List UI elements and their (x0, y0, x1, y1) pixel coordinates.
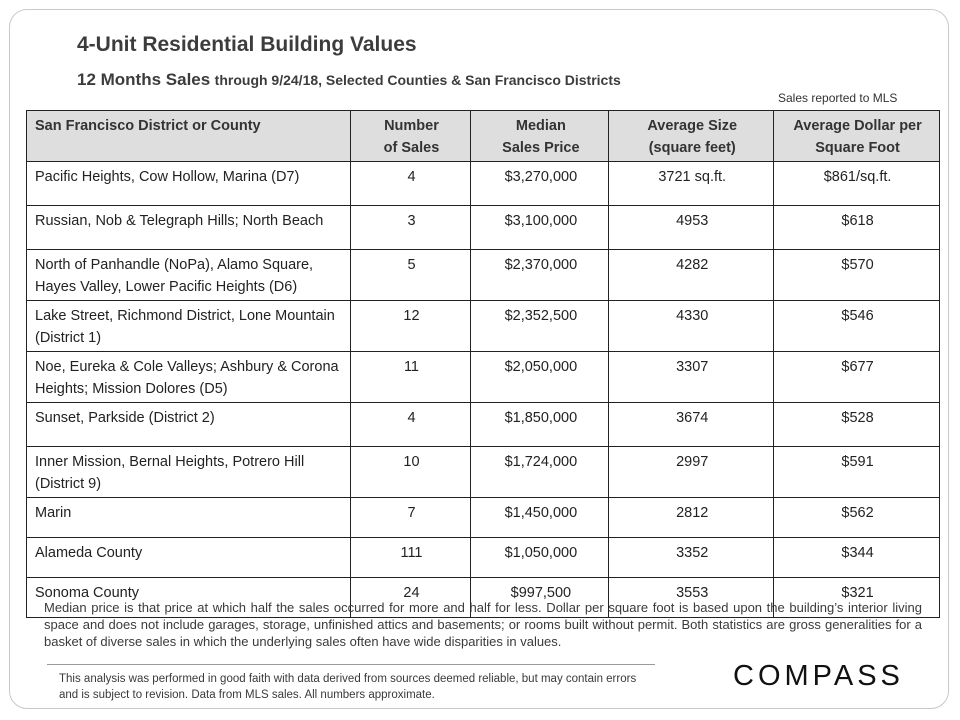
cell-average-size: 3721 sq.ft. (609, 162, 774, 206)
cell-dollar-per-sqft: $546 (774, 301, 940, 352)
cell-average-size: 4330 (609, 301, 774, 352)
cell-district: Sonoma County (27, 578, 351, 618)
cell-district: Inner Mission, Bernal Heights, Potrero Hill (District 9) (27, 447, 351, 498)
cell-number-of-sales: 5 (350, 250, 471, 301)
cell-median-price: $3,100,000 (471, 206, 609, 250)
cell-dollar-per-sqft: $591 (774, 447, 940, 498)
cell-district: Noe, Eureka & Cole Valleys; Ashbury & Corona Heights; Mission Dolores (D5) (27, 352, 351, 403)
cell-average-size: 4953 (609, 206, 774, 250)
cell-median-price: $1,050,000 (471, 538, 609, 578)
cell-number-of-sales: 7 (350, 498, 471, 538)
header-district: San Francisco District or County (27, 111, 351, 162)
header-number-of-sales: Number of Sales (350, 111, 471, 162)
disclaimer-text: This analysis was performed in good faith with data derived from sources deemed reliable, but may contain errors and is subject to revision. Data from MLS sales. All numbers approximate. (59, 673, 637, 701)
cell-average-size: 2812 (609, 498, 774, 538)
cell-average-size: 3307 (609, 352, 774, 403)
cell-district: North of Panhandle (NoPa), Alamo Square, Hayes Valley, Lower Pacific Heights (D6) (27, 250, 351, 301)
cell-median-price: $1,850,000 (471, 403, 609, 447)
cell-number-of-sales: 12 (350, 301, 471, 352)
table-row (27, 352, 940, 403)
cell-average-size: 2997 (609, 447, 774, 498)
footer-divider (47, 664, 655, 665)
cell-number-of-sales: 111 (350, 538, 471, 578)
cell-median-price: $2,370,000 (471, 250, 609, 301)
cell-dollar-per-sqft: $618 (774, 206, 940, 250)
cell-district: Alameda County (27, 538, 351, 578)
cell-median-price: $1,724,000 (471, 447, 609, 498)
header-average-size: Average Size (square feet) (609, 111, 774, 162)
cell-number-of-sales: 24 (350, 578, 471, 618)
source-note: Sales reported to MLS (778, 91, 898, 105)
cell-number-of-sales: 10 (350, 447, 471, 498)
page-subtitle (77, 70, 621, 90)
compass-logo: COMPASS (733, 660, 904, 692)
cell-district: Russian, Nob & Telegraph Hills; North Beach (27, 206, 351, 250)
cell-dollar-per-sqft: $528 (774, 403, 940, 447)
subtitle-main: 12 Months Sales (77, 70, 211, 89)
cell-number-of-sales: 11 (350, 352, 471, 403)
subtitle-detail: through 9/24/18, Selected Counties & San Francisco Districts (214, 72, 621, 88)
cell-median-price: $997,500 (471, 578, 609, 618)
cell-dollar-per-sqft: $861/sq.ft. (774, 162, 940, 206)
table-body (27, 162, 940, 618)
cell-number-of-sales: 3 (350, 206, 471, 250)
table-row (27, 162, 940, 206)
cell-district: Marin (27, 498, 351, 538)
table-row (27, 250, 940, 301)
cell-number-of-sales: 4 (350, 403, 471, 447)
cell-median-price: $2,050,000 (471, 352, 609, 403)
page-title: 4-Unit Residential Building Values (77, 33, 417, 56)
table-row (27, 206, 940, 250)
table-row (27, 447, 940, 498)
cell-dollar-per-sqft: $562 (774, 498, 940, 538)
cell-median-price: $1,450,000 (471, 498, 609, 538)
table-row (27, 538, 940, 578)
cell-district: Pacific Heights, Cow Hollow, Marina (D7) (27, 162, 351, 206)
cell-dollar-per-sqft: $677 (774, 352, 940, 403)
cell-dollar-per-sqft: $321 (774, 578, 940, 618)
cell-average-size: 3352 (609, 538, 774, 578)
cell-average-size: 3674 (609, 403, 774, 447)
cell-dollar-per-sqft: $344 (774, 538, 940, 578)
table-row (27, 301, 940, 352)
methodology-note: Median price is that price at which half the sales occurred for more and half for less. Dollar per square foot is based upon the building’s interior living space and does not include garages, storage, unfinished attics and basements; or rooms built without permit. Both statistics are gross generalities for a basket of diverse sales in which the underlying sales often have wide disparities in values. (44, 600, 922, 649)
cell-median-price: $3,270,000 (471, 162, 609, 206)
table-row (27, 498, 940, 538)
header-median-price: Median Sales Price (471, 111, 609, 162)
table-row (27, 403, 940, 447)
cell-median-price: $2,352,500 (471, 301, 609, 352)
cell-dollar-per-sqft: $570 (774, 250, 940, 301)
cell-average-size: 3553 (609, 578, 774, 618)
cell-average-size: 4282 (609, 250, 774, 301)
header-dollar-per-sqft: Average Dollar per Square Foot (774, 111, 940, 162)
cell-district: Lake Street, Richmond District, Lone Mountain (District 1) (27, 301, 351, 352)
cell-district: Sunset, Parkside (District 2) (27, 403, 351, 447)
table-header-row (27, 111, 940, 162)
values-table (26, 110, 940, 618)
cell-number-of-sales: 4 (350, 162, 471, 206)
